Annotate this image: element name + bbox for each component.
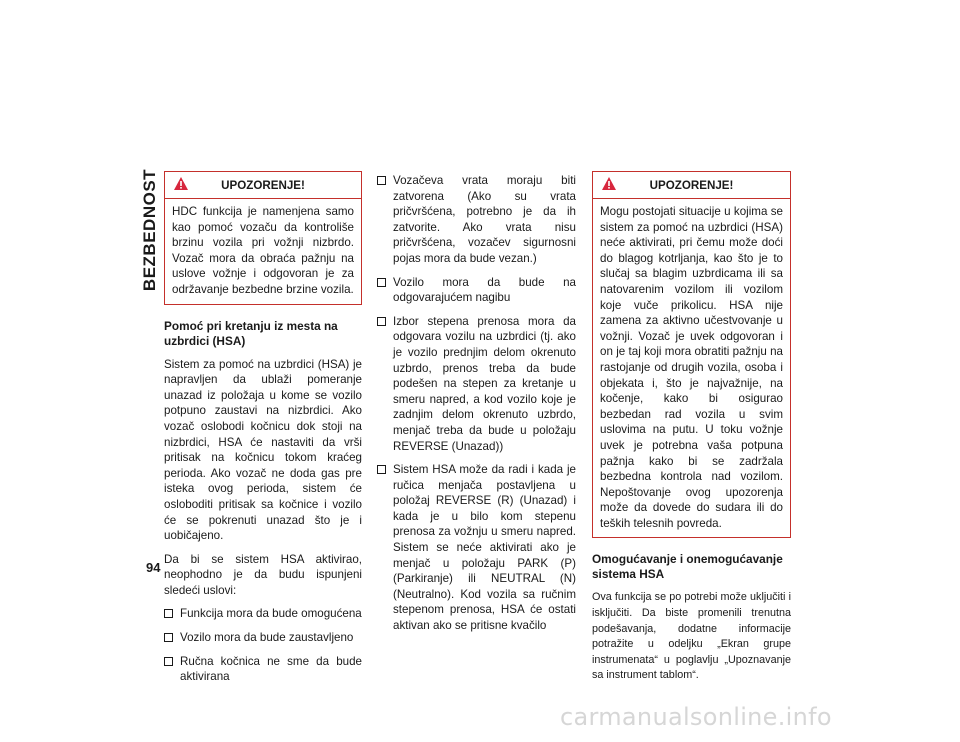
page-number: 94 [146,560,161,575]
warning-title: UPOZORENJE! [649,179,734,192]
checkbox-bullet-icon [377,176,386,185]
list-item [377,173,576,267]
warning-text: Mogu postojati situacije u kojima se sistem za pomoć na uzbrdici (HSA) neće aktivirati, pri čemu može doći do blagog kotrljanja, kao što je to slučaj sa blagim uzbrdicama ili sa natovarenim vozilom ili vozilom koje vuče prikolicu. HSA nije zamena za aktivno učestvovanje u vožnji. Vozač je uvek odgovoran i on je taj koji mora obratiti pažnju na rastojanje od drugih vozila, osoba i objekata i, što je najvažnije, na kočenje, kako bi osigurao bezbedan rad vozila u svim uslovima na putu. U toku vožnje uvek je potrebna vaša potpuna pažnja kako bi se zadržala bezbedna kontrola nad vozilom. Nepoštovanje ovog upozorenja može da dovede do sudara ili do teških telesnih povreda. [600,205,783,530]
warning-header [165,172,361,199]
middle-column [377,173,576,642]
list-item-text: Vozilo mora da bude na odgovarajućem nagibu [393,275,576,305]
warning-text: HDC funkcija je namenjena samo kao pomoć vozaču da kontroliše brzinu vozila pri vožnji nizbrdo. Vozač mora da obraća pažnju na uslove vožnje i odgovoran je za održavanje bezbedne brzine vozila. [172,205,354,296]
hsa-toggle-heading: Omogućavanje i onemogućavanje sistema HSA [592,552,783,582]
list-item [164,606,362,622]
conditions-list-middle [377,173,576,634]
left-column [164,171,362,693]
checkbox-bullet-icon [377,465,386,474]
conditions-list-left [164,606,362,684]
list-item [377,314,576,454]
section-side-tab [138,170,162,290]
warning-header [593,172,790,199]
hsa-heading: Pomoć pri kretanju iz mesta na uzbrdici (HSA) [164,318,338,348]
list-item [377,462,576,634]
section-title: BEZBEDNOST [140,168,159,292]
checkbox-bullet-icon [377,278,386,287]
hsa-description: Sistem za pomoć na uzbrdici (HSA) je napravljen da ublaži pomeranje unazad iz položaja u kome se vozilo potpuno zaustavi na nizbrdici. Ako vozač oslobodi kočnicu dok stoji na nizbrdici, HSA će nastaviti da vrši pritisak na kočnicu tokom kraćeg perioda. Ako vozač ne doda gas pre isteka ovog perioda, sistem će osloboditi pritisak sa kočnice i vozilo će se pokrenuti unazad što je i uobičajeno. [164,357,362,543]
hsa-conditions-intro: Da bi se sistem HSA aktivirao, neophodno je da budu ispunjeni sledeći uslovi: [164,552,362,597]
watermark-text: carmanualsonline.info [560,703,832,731]
list-item-text: Vozilo mora da bude zaustavljeno [180,631,354,645]
list-item [377,275,576,306]
warning-box-hsa [592,171,791,538]
checkbox-bullet-icon [164,609,173,618]
list-item [164,630,362,646]
list-item-text: Vozačeva vrata moraju biti zatvorena (Ako su vrata pričvršćena, potrebno je da ih zatvorite. Ako vrata nisu pričvršćena, vozačev sigurnosni pojas mora da bude vezan.) [393,174,576,265]
right-column [592,171,791,692]
warning-title: UPOZORENJE! [221,179,305,192]
checkbox-bullet-icon [164,657,173,666]
list-item-text: Funkcija mora da bude omogućena [180,607,362,621]
list-item-text: Sistem HSA može da radi i kada je ručica menjača postavljena u položaj REVERSE (R) (Unazad) i kada je u bilo kom stepenu prenosa za vožnju u smeru napred. Sistem se neće aktivirati ako je menjač u položaju PARK (P) (Parkiranje) ili NEUTRAL (N) (Neutralno). Kod vozila sa ručnim stepenom prenosa, HSA će ostati aktivan ako se pritisne kvačilo [393,463,576,633]
list-item-text: Izbor stepena prenosa mora da odgovara vozilu na uzbrdici (tj. ako je vozilo prednjim delom okrenuto uzbrdo, prenos treba da bude podešen na stepen za kretanje u smeru napred, a kod vozilo koje je zadnjim delom okrenuto uzbrdo, menjač treba da bude u položaju REVERSE (Unazad)) [393,314,576,453]
list-item-text: Ručna kočnica ne sme da bude aktivirana [180,654,362,684]
hsa-toggle-description: Ova funkcija se po potrebi može uključiti i isključiti. Da biste promenili trenutna podešavanja, dodatne informacije potražite u odeljku „Ekran grupe instrumenata“ u poglavlju „Upoznavanje sa instrument tablom“. [592,591,791,682]
checkbox-bullet-icon [164,633,173,642]
list-item [164,654,362,685]
warning-box-hdc [164,171,362,305]
checkbox-bullet-icon [377,317,386,326]
